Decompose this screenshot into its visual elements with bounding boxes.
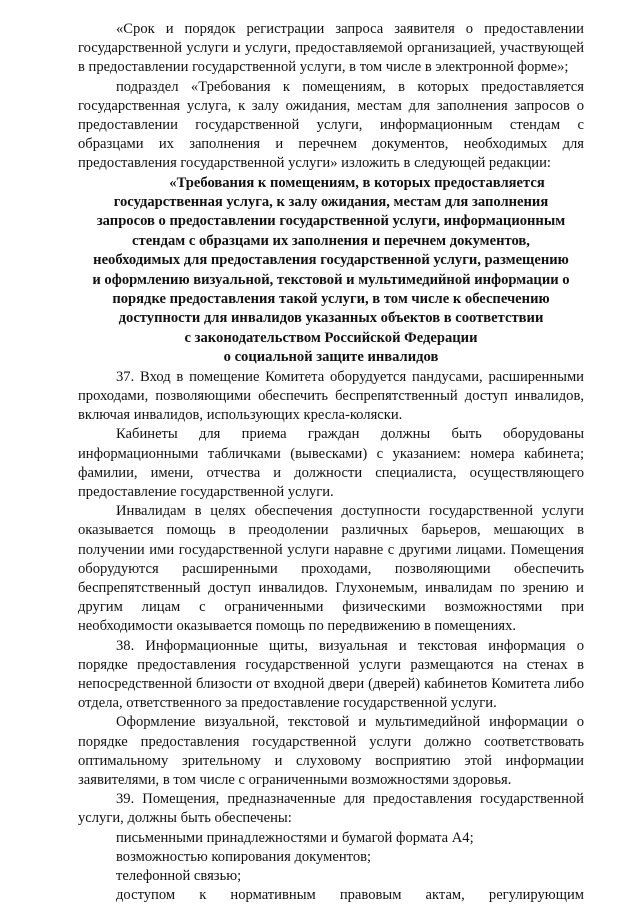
heading-line: необходимых для предоставления государственной услуги, размещению bbox=[93, 252, 569, 269]
paragraph-cabinets: Кабинеты для приема граждан должны быть оборудованы информационными табличками (вывесками) с указанием: номера кабинета; фамилии, имени, отчества и должности специалиста, осуществляющего предоставление государственной услуги. bbox=[78, 426, 584, 500]
heading-line: стендам с образцами их заполнения и перечнем документов, bbox=[132, 232, 530, 249]
paragraph-38-information-boards: 38. Информационные щиты, визуальная и текстовая информация о порядке предоставления государственной услуги размещаются на стенах в непосредственной близости от входной двери (дверей) кабинетов Комитета либо отдела, ответственного за предоставление государственной услуги. bbox=[78, 637, 584, 712]
heading-line: запросов о предоставлении государственной услуги, информационным bbox=[96, 213, 566, 230]
heading-line: доступности для инвалидов указанных объектов в соответствии bbox=[118, 310, 544, 327]
paragraph-subsection-instruction: подраздел «Требования к помещениям, в которых предоставляется государственная услуга, к залу ожидания, местам для заполнения запросов о предоставлении государственной услуги, информационным стендам с образцами их заполнения и перечнем документов, необходимых для предоставления государственной услуги» изложить в следующей редакции: bbox=[78, 78, 584, 172]
paragraph-registration-term: «Срок и порядок регистрации запроса заявителя о предоставлении государственной услуги и услуги, предоставляемой организацией, участвующей в предоставлении государственной услуги, в том числе в электронной форме»; bbox=[78, 21, 584, 76]
section-heading bbox=[78, 174, 584, 368]
list-item: возможностью копирования документов; bbox=[116, 848, 372, 865]
paragraph-legal-acts-access: доступом к нормативным правовым актам, регулирующим bbox=[116, 887, 584, 904]
heading-line: о социальной защите инвалидов bbox=[223, 349, 439, 366]
document-page bbox=[78, 20, 584, 905]
paragraph-39-premises: 39. Помещения, предназначенные для предоставления государственной услуги, должны быть обеспечены: bbox=[78, 791, 584, 827]
heading-line: порядке предоставления такой услуги, в том числе к обеспечению bbox=[112, 291, 550, 308]
heading-line: «Требования к помещениям, в которых предоставляется bbox=[169, 174, 545, 191]
list-item: письменными принадлежностями и бумагой формата А4; bbox=[116, 829, 474, 846]
paragraph-37-entrance: 37. Вход в помещение Комитета оборудуется пандусами, расширенными проходами, позволяющими обеспечить беспрепятственный доступ инвалидов, включая инвалидов, использующих кресла-коляски. bbox=[78, 368, 584, 424]
heading-line: с законодательством Российской Федерации bbox=[184, 329, 478, 346]
paragraph-invalid-assistance: Инвалидам в целях обеспечения доступности государственной услуги оказывается помощь в преодолении различных барьеров, мешающих в получении ими государственной услуги наравне с другими лицами. Помещения оборудуются расширенными проходами, позволяющими обеспечить беспрепятственный доступ инвалидов. Глухонемым, инвалидам по зрению и другим лицам с ограниченными физическими возможностями при необходимости оказывается помощь по передвижению в помещениях. bbox=[78, 503, 584, 635]
paragraph-information-design: Оформление визуальной, текстовой и мультимедийной информации о порядке предоставления государственной услуги должно соответствовать оптимальному зрительному и слуховому восприятию этой информации заявителями, в том числе с ограниченными возможностями здоровья. bbox=[78, 714, 584, 788]
heading-line: государственная услуга, к залу ожидания, местам для заполнения bbox=[113, 194, 549, 211]
heading-line: и оформлению визуальной, текстовой и мультимедийной информации о bbox=[92, 271, 570, 288]
list-item: телефонной связью; bbox=[116, 867, 242, 884]
